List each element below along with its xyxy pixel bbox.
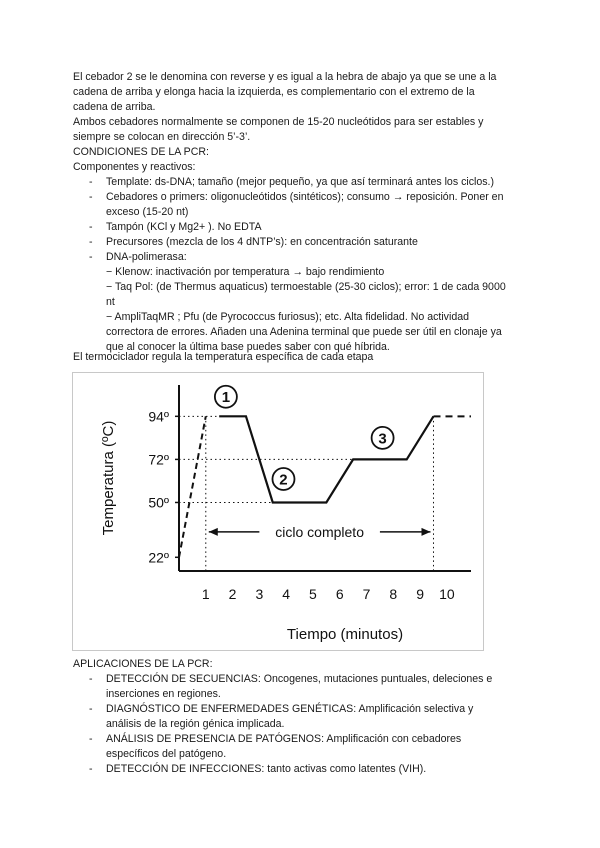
text-line: ANÁLISIS DE PRESENCIA DE PATÓGENOS: Amplificación con cebadores xyxy=(106,733,462,745)
text-line: Ambos cebadores normalmente se componen de 15-20 nucleótidos para ser estables y xyxy=(73,116,484,128)
bullet-dash: - xyxy=(89,733,93,745)
x-tick-label: 5 xyxy=(309,586,317,602)
list-item xyxy=(73,672,533,702)
x-tick-label: 7 xyxy=(362,586,371,602)
text-line: cadena de arriba. xyxy=(73,101,156,113)
x-tick-label: 2 xyxy=(228,586,237,602)
text-line: DIAGNÓSTICO DE ENFERMEDADES GENÉTICAS: Amplificación selectiva y xyxy=(106,703,474,715)
text-line: inserciones en regiones. xyxy=(106,688,221,700)
x-tick-label: 9 xyxy=(416,586,424,602)
list-item xyxy=(73,762,533,777)
pcr-temperature-chart xyxy=(72,372,484,651)
text-line: − Taq Pol: (de Thermus aquaticus) termoestable (25-30 ciclos); error: 1 de cada 9000 xyxy=(106,281,506,293)
y-axis-title: Temperatura (ºC) xyxy=(100,420,117,536)
conditions-list xyxy=(73,175,533,355)
text-line: − AmpliTaqMR ; Pfu (de Pyrococcus furiosus); etc. Alta fidelidad. No actividad xyxy=(106,311,470,323)
text-line: El cebador 2 se le denomina con reverse y es igual a la hebra de abajo ya que se une a la xyxy=(73,71,497,83)
text-line: Tampón (KCl y Mg2+ ). No EDTA xyxy=(106,221,262,233)
bullet-dash: - xyxy=(89,673,93,685)
thermocycler-sentence: El termociclador regula la temperatura específica de cada etapa xyxy=(73,351,374,363)
text-line: correctora de errores. Añaden una Adenina terminal que puede ser útil en clonaje ya xyxy=(106,326,502,338)
list-item xyxy=(73,235,533,250)
text-line: DETECCIÓN DE SECUENCIAS: Oncogenes, mutaciones puntuales, deleciones e xyxy=(106,673,493,685)
cycle-arrowhead-right xyxy=(421,528,430,536)
cycle-arrowhead-left xyxy=(209,528,218,536)
phase-label: 1 xyxy=(221,389,231,407)
cycle-annotation: ciclo completo xyxy=(275,523,364,540)
text-line: que al conocer la última base puedes saber con qué híbrida. xyxy=(106,341,390,353)
text-line: Cebadores o primers: oligonucleótidos (sintéticos); consumo → reposición. Poner en xyxy=(106,191,504,203)
x-tick-label: 8 xyxy=(389,586,398,602)
bullet-dash: - xyxy=(89,251,93,263)
conditions-subheading: Componentes y reactivos: xyxy=(73,161,196,173)
list-item xyxy=(73,732,533,762)
bullet-dash: - xyxy=(89,236,93,248)
x-tick-label: 3 xyxy=(255,586,264,602)
phase-label: 3 xyxy=(378,430,387,448)
chart-svg xyxy=(73,373,483,650)
initial-ramp-dashed xyxy=(179,416,206,557)
intro-paragraph-1 xyxy=(73,70,533,115)
y-tick-label: 72º xyxy=(148,451,169,468)
text-line: DNA-polimerasa: xyxy=(106,251,187,263)
y-tick-label: 50º xyxy=(148,494,169,511)
text-line: − Klenow: inactivación por temperatura → bajo rendimiento xyxy=(106,266,385,278)
list-item xyxy=(73,220,533,235)
list-item xyxy=(73,175,533,190)
bullet-dash: - xyxy=(89,191,93,203)
list-item xyxy=(73,702,533,732)
text-line: cadena de arriba y elonga hacia la izquierda, es complementario con el extremo de la xyxy=(73,86,475,98)
conditions-heading: CONDICIONES DE LA PCR: xyxy=(73,146,209,158)
text-line: análisis de la región génica implicada. xyxy=(106,718,285,730)
phase-label: 2 xyxy=(279,471,288,489)
x-tick-label: 4 xyxy=(282,586,291,602)
text-line: DETECCIÓN DE INFECCIONES: tanto activas como latentes (VIH). xyxy=(106,763,427,775)
x-tick-label: 1 xyxy=(201,586,210,602)
x-axis-title: Tiempo (minutos) xyxy=(286,626,404,643)
bullet-dash: - xyxy=(89,763,93,775)
x-tick-label: 10 xyxy=(439,586,455,602)
bullet-dash: - xyxy=(89,703,93,715)
y-tick-label: 94º xyxy=(148,408,169,425)
bullet-dash: - xyxy=(89,221,93,233)
text-line: siempre se colocan en dirección 5’-3’. xyxy=(73,131,251,143)
x-tick-label: 6 xyxy=(335,586,344,602)
applications-heading: APLICACIONES DE LA PCR: xyxy=(73,658,213,670)
text-line: nt xyxy=(106,296,115,308)
y-tick-label: 22º xyxy=(148,549,169,566)
applications-list xyxy=(73,672,533,777)
text-line: Template: ds-DNA; tamaño (mejor pequeño, ya que así terminará antes los ciclos.) xyxy=(106,176,495,188)
list-item xyxy=(73,250,533,355)
bullet-dash: - xyxy=(89,176,93,188)
text-line: Precursores (mezcla de los 4 dNTP’s): en concentración saturante xyxy=(106,236,418,248)
list-item xyxy=(73,190,533,220)
intro-paragraph-2 xyxy=(73,115,533,145)
text-line: exceso (15-20 nt) xyxy=(106,206,189,218)
text-line: específicos del patógeno. xyxy=(106,748,227,760)
